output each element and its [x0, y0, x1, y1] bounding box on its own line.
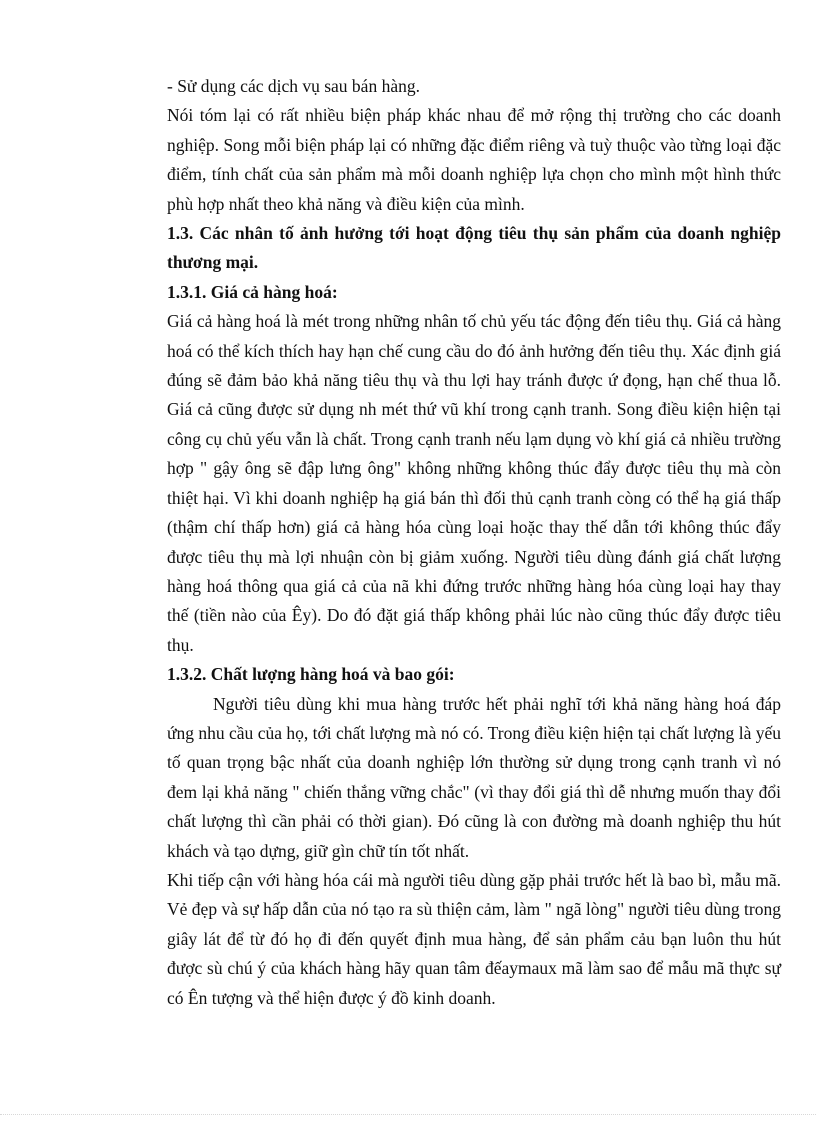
section-heading-1-3: 1.3. Các nhân tố ảnh hưởng tới hoạt động tiêu thụ sản phẩm của doanh nghiệp thương mại.: [167, 223, 781, 273]
packaging-paragraph: Khi tiếp cận với hàng hóa cái mà người tiêu dùng gặp phải trước hết là bao bì, mẫu mã. Vẻ đẹp và sự hấp dẫn của nó tạo ra sù thiện cảm, làm " ngã lòng" người tiêu dùng trong giây lát để từ đó họ đi đến quyết định mua hàng, để sản phẩm cảu bạn luôn thu hút được sù chú ý của khách hàng hãy quan tâm đếaymaux mã làm sao để mẫu mã thực sự có Ên tượng và thể hiện được ý đồ kinh doanh.: [167, 869, 781, 1008]
quality-paragraph: Người tiêu dùng khi mua hàng trước hết phải nghĩ tới khả năng hàng hoá đáp ứng nhu cầu của họ, tới chất lượng mà nó có. Trong điều kiện hiện tại chất lượng là yếu tố quan trọng bậc nhất của doanh nghiệp lớn thường sử dụng trong cạnh tranh vì nó đem lại khả năng " chiến thắng vững chắc" (vì thay đổi giá thì dễ nhưng muốn thay đổi chất lượng thì cần phải có thời gian). Đó cũng là con đường mà doanh nghiệp thu hút khách và tạo dựng, giữ gìn chữ tín tốt nhất.: [167, 693, 781, 861]
price-paragraph: Giá cả hàng hoá là mét trong những nhân tố chủ yếu tác động đến tiêu thụ. Giá cả hàng hoá có thể kích thích hay hạn chế cung cầu do đó ảnh hưởng đến tiêu thụ. Xác định giá đúng sẽ đảm bảo khả năng tiêu thụ và thu lợi hay tránh được ứ đọng, hạn chế thua lỗ. Giá cả cũng được sử dụng nh mét thứ vũ khí trong cạnh tranh. Song điều kiện hiện tại công cụ chủ yếu vẫn là chất. Trong cạnh tranh nếu lạm dụng vò khí giá cả nhiều trường hợp " gậy ông sẽ đập lưng ông" không những không thúc đẩy được tiêu thụ mà còn thiệt hại. Vì khi doanh nghiệp hạ giá bán thì đối thủ cạnh tranh còng có thể hạ giá thấp (thậm chí thấp hơn) giá cả hàng hóa cùng loại hoặc thay thế dẫn tới không thúc đẩy được tiêu thụ mà lợi nhuận còn bị giảm xuống. Người tiêu dùng đánh giá chất lượng hàng hoá thông qua giá cả của nã khi đứng trước những hàng hóa cùng loại hay thay thế (tiền nào của Êy). Do đó đặt giá thấp không phải lúc nào cũng thúc đẩy được tiêu thụ.: [167, 311, 781, 655]
bullet-line: - Sử dụng các dịch vụ sau bán hàng.: [167, 76, 420, 96]
page-bottom-divider: [0, 1114, 816, 1115]
section-heading-1-3-2: 1.3.2. Chất lượng hàng hoá và bao gói:: [167, 664, 455, 685]
document-body: [167, 72, 781, 1013]
summary-paragraph: Nói tóm lại có rất nhiều biện pháp khác nhau để mở rộng thị trường cho các doanh nghiệp. Song mỗi biện pháp lại có những đặc điểm riêng và tuỳ thuộc vào từng loại đặc điểm, tính chất của sản phẩm mà mỗi doanh nghiệp lựa chọn cho mình một hình thức phù hợp nhất theo khả năng và điều kiện của mình.: [167, 105, 781, 214]
section-heading-1-3-1: 1.3.1. Giá cả hàng hoá:: [167, 281, 338, 302]
